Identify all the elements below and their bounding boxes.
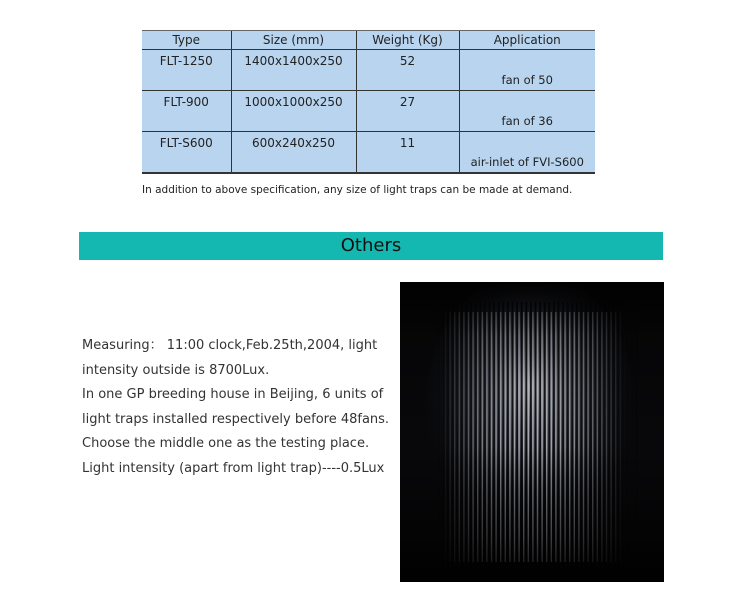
cell-weight: 52 [356, 50, 459, 91]
table-row [142, 91, 595, 132]
measurement-line: intensity outside is 8700Lux. [82, 362, 270, 378]
cell-size: 1000x1000x250 [231, 91, 356, 132]
table-row [142, 50, 595, 91]
measurement-line: light traps installed respectively before 48fans. [82, 411, 390, 427]
light-trap-photo [400, 282, 664, 582]
header-type: Type [142, 31, 231, 50]
cell-type: FLT-1250 [142, 50, 231, 91]
table-header-row [142, 31, 595, 50]
specification-note: In addition to above specification, any size of light traps can be made at demand. [142, 184, 573, 196]
cell-size: 600x240x250 [231, 132, 356, 174]
measurement-line: Measuring： 11:00 clock,Feb.25th,2004, light [82, 338, 378, 353]
cell-application: fan of 50 [459, 50, 595, 91]
cell-type: FLT-S600 [142, 132, 231, 174]
measurement-line: Light intensity (apart from light trap)----0.5Lux [82, 460, 385, 476]
spec-table [142, 30, 595, 174]
header-size: Size (mm) [231, 31, 356, 50]
cell-application: air-inlet of FVI-S600 [459, 132, 595, 174]
measurement-line: In one GP breeding house in Beijing, 6 units of [82, 387, 384, 402]
header-weight: Weight (Kg) [356, 31, 459, 50]
cell-size: 1400x1400x250 [231, 50, 356, 91]
cell-weight: 27 [356, 91, 459, 132]
measurement-line: Choose the middle one as the testing place. [82, 436, 370, 451]
light-trap-illustration [400, 282, 664, 582]
cell-application: fan of 36 [459, 91, 595, 132]
cell-weight: 11 [356, 132, 459, 174]
cell-type: FLT-900 [142, 91, 231, 132]
measurement-text [82, 334, 402, 481]
section-title: Others [340, 235, 402, 256]
table-row [142, 132, 595, 174]
section-banner [79, 232, 663, 260]
header-application: Application [459, 31, 595, 50]
